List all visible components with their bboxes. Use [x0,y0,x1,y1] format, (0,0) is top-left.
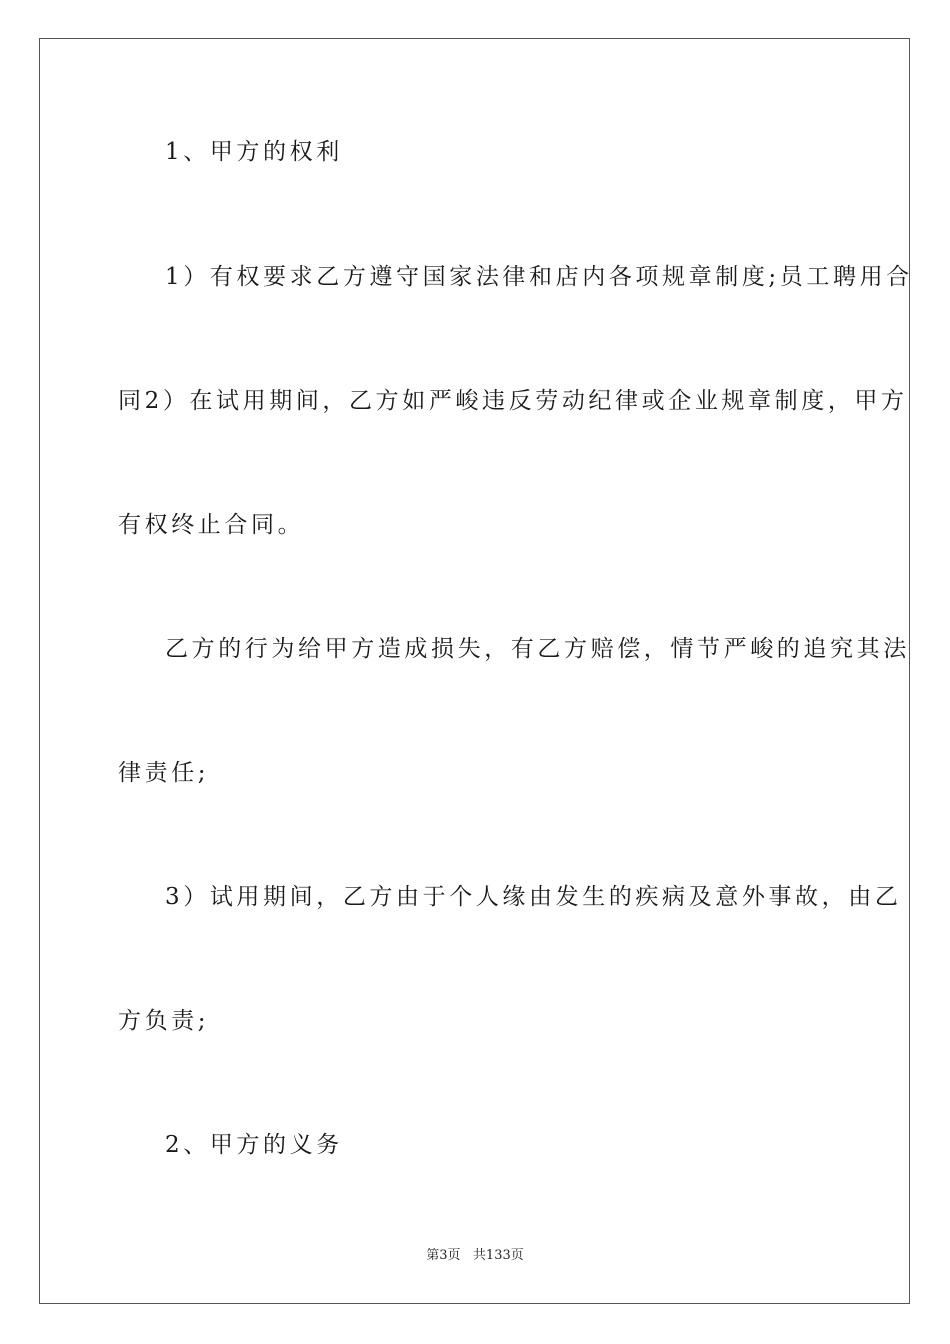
section-heading-obligations: 2、甲方的义务 [165,1132,343,1158]
paragraph-line: 3）试用期间，乙方由于个人缘由发生的疾病及意外事故，由乙 [165,884,902,910]
page-number: 第3页 [426,1248,461,1263]
paragraph-line: 律责任; [118,760,210,786]
page-total: 共133页 [472,1248,524,1263]
paragraph-line: 同2）在试用期间，乙方如严峻违反劳动纪律或企业规章制度，甲方 [118,388,908,414]
paragraph-line: 1）有权要求乙方遵守国家法律和店内各项规章制度;员工聘用合 [165,264,913,290]
paragraph-line: 乙方的行为给甲方造成损失，有乙方赔偿，情节严峻的追究其法 [165,636,910,662]
section-heading-rights: 1、甲方的权利 [165,139,343,165]
page-footer [0,1247,950,1265]
page-border [39,38,913,1304]
paragraph-line: 有权终止合同。 [118,512,305,538]
paragraph-line: 方负责; [118,1008,210,1034]
